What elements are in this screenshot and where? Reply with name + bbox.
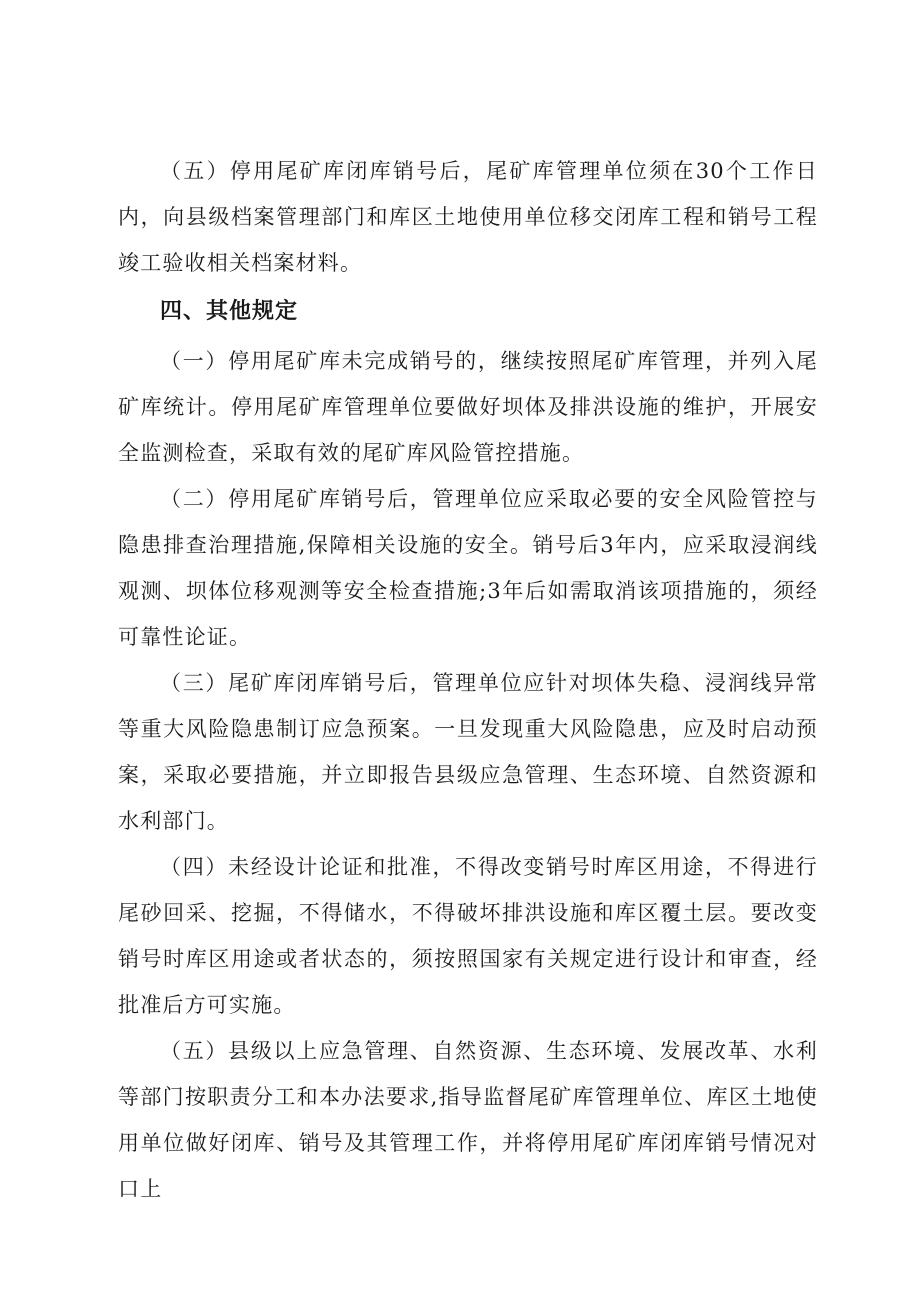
paragraph-closure-archive-transfer: （五）停用尾矿库闭库销号后，尾矿库管理单位须在30个工作日内，向县级档案管理部门和库区土地使用单位移交闭库工程和销号工程竣工验收相关档案材料。: [118, 159, 818, 275]
paragraph-unfinished-cancellation: （一）停用尾矿库未完成销号的，继续按照尾矿库管理，并列入尾矿库统计。停用尾矿库管理单位要做好坝体及排洪设施的维护，开展安全监测检查，采取有效的尾矿库风险管控措施。: [118, 349, 818, 465]
paragraph-emergency-plan: （三）尾矿库闭库销号后，管理单位应针对坝体失稳、浸润线异常等重大风险隐患制订应急预案。一旦发现重大风险隐患，应及时启动预案，采取必要措施，并立即报告县级应急管理、生态环境、自然资源和水利部门。: [118, 671, 818, 833]
paragraph-post-cancellation-measures: （二）停用尾矿库销号后，管理单位应采取必要的安全风险管控与隐患排查治理措施,保障相关设施的安全。销号后3年内，应采取浸润线观测、坝体位移观测等安全检查措施;3年后如需取消该项措施的，须经可靠性论证。: [118, 487, 818, 649]
paragraph-land-use-restrictions: （四）未经设计论证和批准，不得改变销号时库区用途，不得进行尾砂回采、挖掘，不得储水，不得破坏排洪设施和库区覆土层。要改变销号时库区用途或者状态的，须按照国家有关规定进行设计和审查，经批准后方可实施。: [118, 855, 818, 1017]
paragraph-department-supervision: （五）县级以上应急管理、自然资源、生态环境、发展改革、水利等部门按职责分工和本办法要求,指导监督尾矿库管理单位、库区土地使用单位做好闭库、销号及其管理工作，并将停用尾矿库闭库销号情况对口上: [118, 1039, 818, 1201]
section-heading-other-provisions: 四、其他规定: [160, 299, 299, 324]
